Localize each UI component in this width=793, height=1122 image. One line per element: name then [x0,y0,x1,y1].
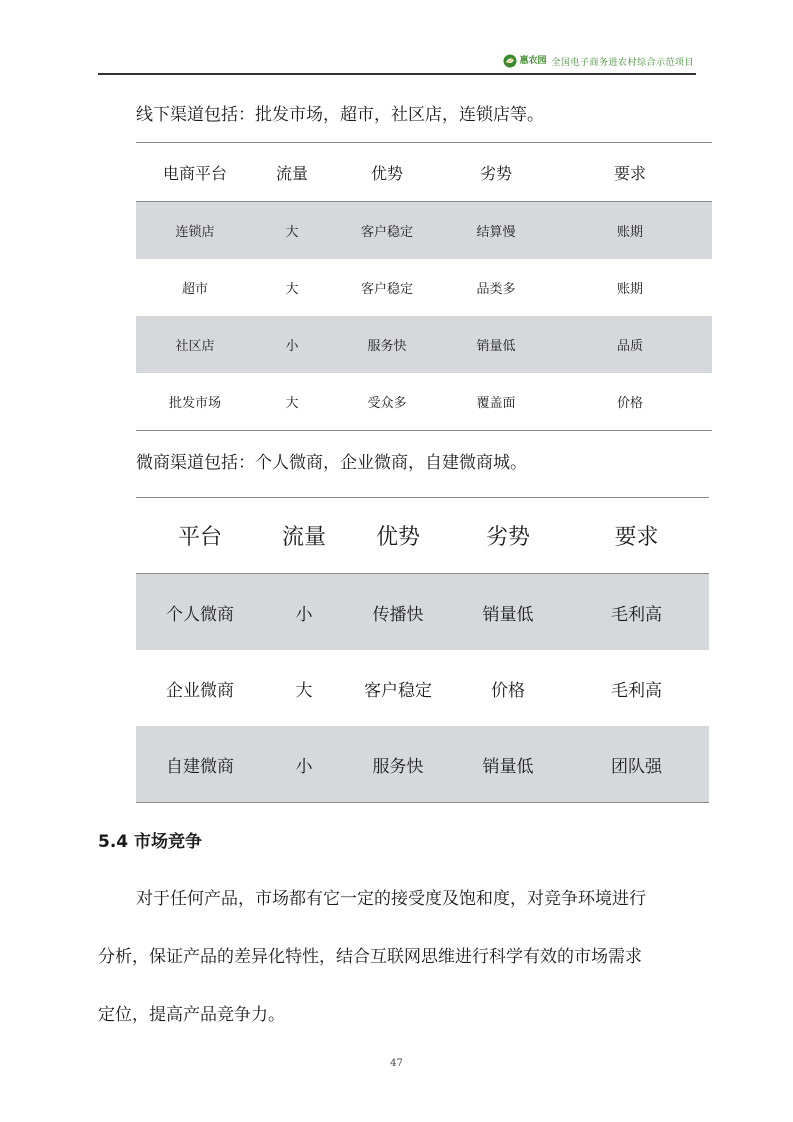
table-row [136,373,712,431]
table-cell: 大 [285,282,299,297]
table-row [136,574,709,651]
table-cell: 超市 [181,282,208,297]
section-heading: 5.4 市场竞争 [98,832,203,852]
table-cell: 服务快 [330,316,444,373]
table-cell: 客户稳定 [330,202,444,260]
wechat-channels-table [136,497,709,803]
table-cell: 结算慢 [444,202,548,260]
column-header: 电商平台 [136,143,254,202]
table-cell: 大 [285,396,299,411]
table-cell: 毛利高 [611,680,662,701]
table-cell: 企业微商 [166,680,234,701]
table-cell: 小 [264,726,344,803]
table-cell: 服务快 [344,726,452,803]
column-header: 流量 [264,498,344,574]
body-paragraph-line: 定位，提高产品竞争力。 [98,1005,285,1025]
page-header [98,48,696,74]
table-cell: 小 [264,574,344,651]
table-cell: 团队强 [564,726,709,803]
table-cell: 批发市场 [168,396,221,411]
column-header: 劣势 [444,143,548,202]
table-header-row [136,498,709,574]
table-cell: 自建微商 [136,726,264,803]
table-cell: 个人微商 [136,574,264,651]
brand-logo [503,54,546,68]
table-cell: 大 [295,680,313,701]
table-cell: 销量低 [444,316,548,373]
table-header-row [136,143,712,202]
table-cell: 账期 [548,202,712,260]
column-header: 要求 [564,498,709,574]
table-cell: 受众多 [367,396,407,411]
table-cell: 品类多 [476,282,516,297]
column-header: 平台 [136,498,264,574]
column-header: 流量 [254,143,330,202]
leaf-logo-icon [503,54,517,68]
header-brand [503,54,694,68]
wechat-channels-intro: 微商渠道包括：个人微商，企业微商，自建微商城。 [136,453,527,473]
table-row [136,726,709,803]
column-header: 优势 [330,143,444,202]
table-cell: 销量低 [452,726,564,803]
table-cell: 连锁店 [136,202,254,260]
table-cell: 客户稳定 [360,282,413,297]
logo-text: 惠农园 [519,55,547,66]
page-number: 47 [390,1058,403,1069]
table-row [136,316,712,373]
table-row [136,202,712,260]
table-cell: 社区店 [136,316,254,373]
table-cell: 品质 [548,316,712,373]
table-cell: 销量低 [452,574,564,651]
table-row [136,650,709,726]
table-cell: 小 [254,316,330,373]
column-header: 优势 [344,498,452,574]
table-cell: 大 [254,202,330,260]
offline-channels-table [136,142,712,431]
table-cell: 价格 [491,680,525,701]
table-cell: 覆盖面 [476,396,516,411]
table-cell: 毛利高 [564,574,709,651]
body-paragraph-line: 对于任何产品，市场都有它一定的接受度及饱和度，对竞争环境进行 [136,889,646,909]
table-cell: 传播快 [344,574,452,651]
column-header: 劣势 [452,498,564,574]
header-slogan: 全国电子商务进农村综合示范项目 [551,57,694,68]
table-cell: 价格 [616,396,643,411]
table-row [136,259,712,316]
header-divider [98,73,696,75]
body-paragraph-line: 分析，保证产品的差异化特性，结合互联网思维进行科学有效的市场需求 [98,947,642,967]
table-cell: 客户稳定 [364,680,432,701]
column-header: 要求 [548,143,712,202]
offline-channels-intro: 线下渠道包括：批发市场，超市，社区店，连锁店等。 [136,105,544,125]
table-cell: 账期 [616,282,643,297]
